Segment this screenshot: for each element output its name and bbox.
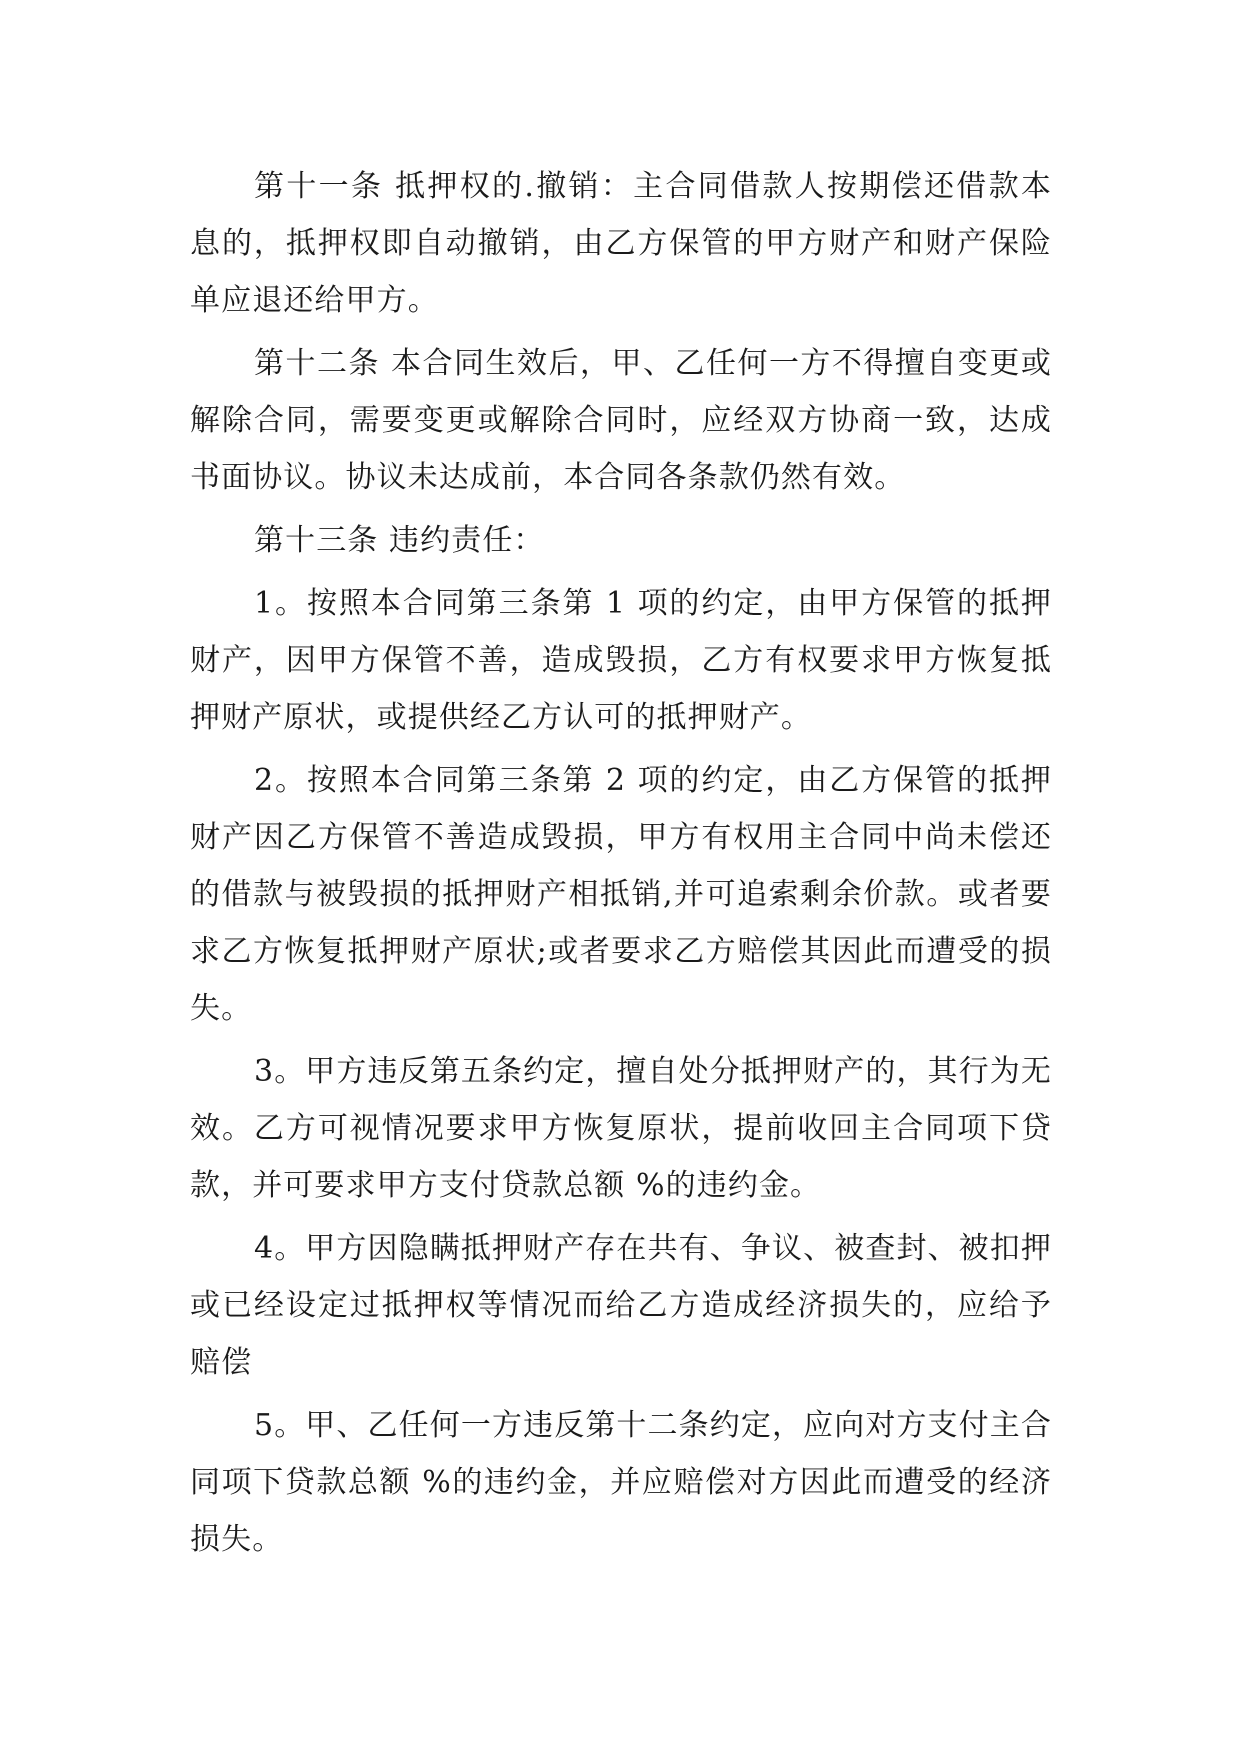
- liability-item-2: 2。按照本合同第三条第 2 项的约定，由乙方保管的抵押财产因乙方保管不善造成毁损，甲方有权用主合同中尚未偿还的借款与被毁损的抵押财产相抵销,并可追索剩余价款。或者要求乙方恢复抵押财产原状;或者要求乙方赔偿其因此而遭受的损失。: [190, 763, 1052, 1026]
- article-12-paragraph: 第十二条 本合同生效后，甲、乙任何一方不得擅自变更或解除合同，需要变更或解除合同时，应经双方协商一致，达成书面协议。协议未达成前，本合同各条款仍然有效。: [190, 346, 1052, 495]
- liability-item-4: 4。甲方因隐瞒抵押财产存在共有、争议、被查封、被扣押或已经设定过抵押权等情况而给乙方造成经济损失的，应给予赔偿: [190, 1231, 1052, 1380]
- document-body: [190, 158, 1052, 1574]
- liability-item-1: 1。按照本合同第三条第 1 项的约定，由甲方保管的抵押财产，因甲方保管不善，造成毁损，乙方有权要求甲方恢复抵押财产原状，或提供经乙方认可的抵押财产。: [190, 586, 1052, 735]
- liability-item-5: 5。甲、乙任何一方违反第十二条约定，应向对方支付主合同项下贷款总额 %的违约金，并应赔偿对方因此而遭受的经济损失。: [190, 1408, 1052, 1557]
- liability-item-3: 3。甲方违反第五条约定，擅自处分抵押财产的，其行为无效。乙方可视情况要求甲方恢复原状，提前收回主合同项下贷款，并可要求甲方支付贷款总额 %的违约金。: [190, 1054, 1052, 1203]
- article-11-paragraph: 第十一条 抵押权的.撤销：主合同借款人按期偿还借款本息的，抵押权即自动撤销，由乙方保管的甲方财产和财产保险单应退还给甲方。: [190, 169, 1052, 318]
- article-13-heading: 第十三条 违约责任：: [254, 523, 545, 558]
